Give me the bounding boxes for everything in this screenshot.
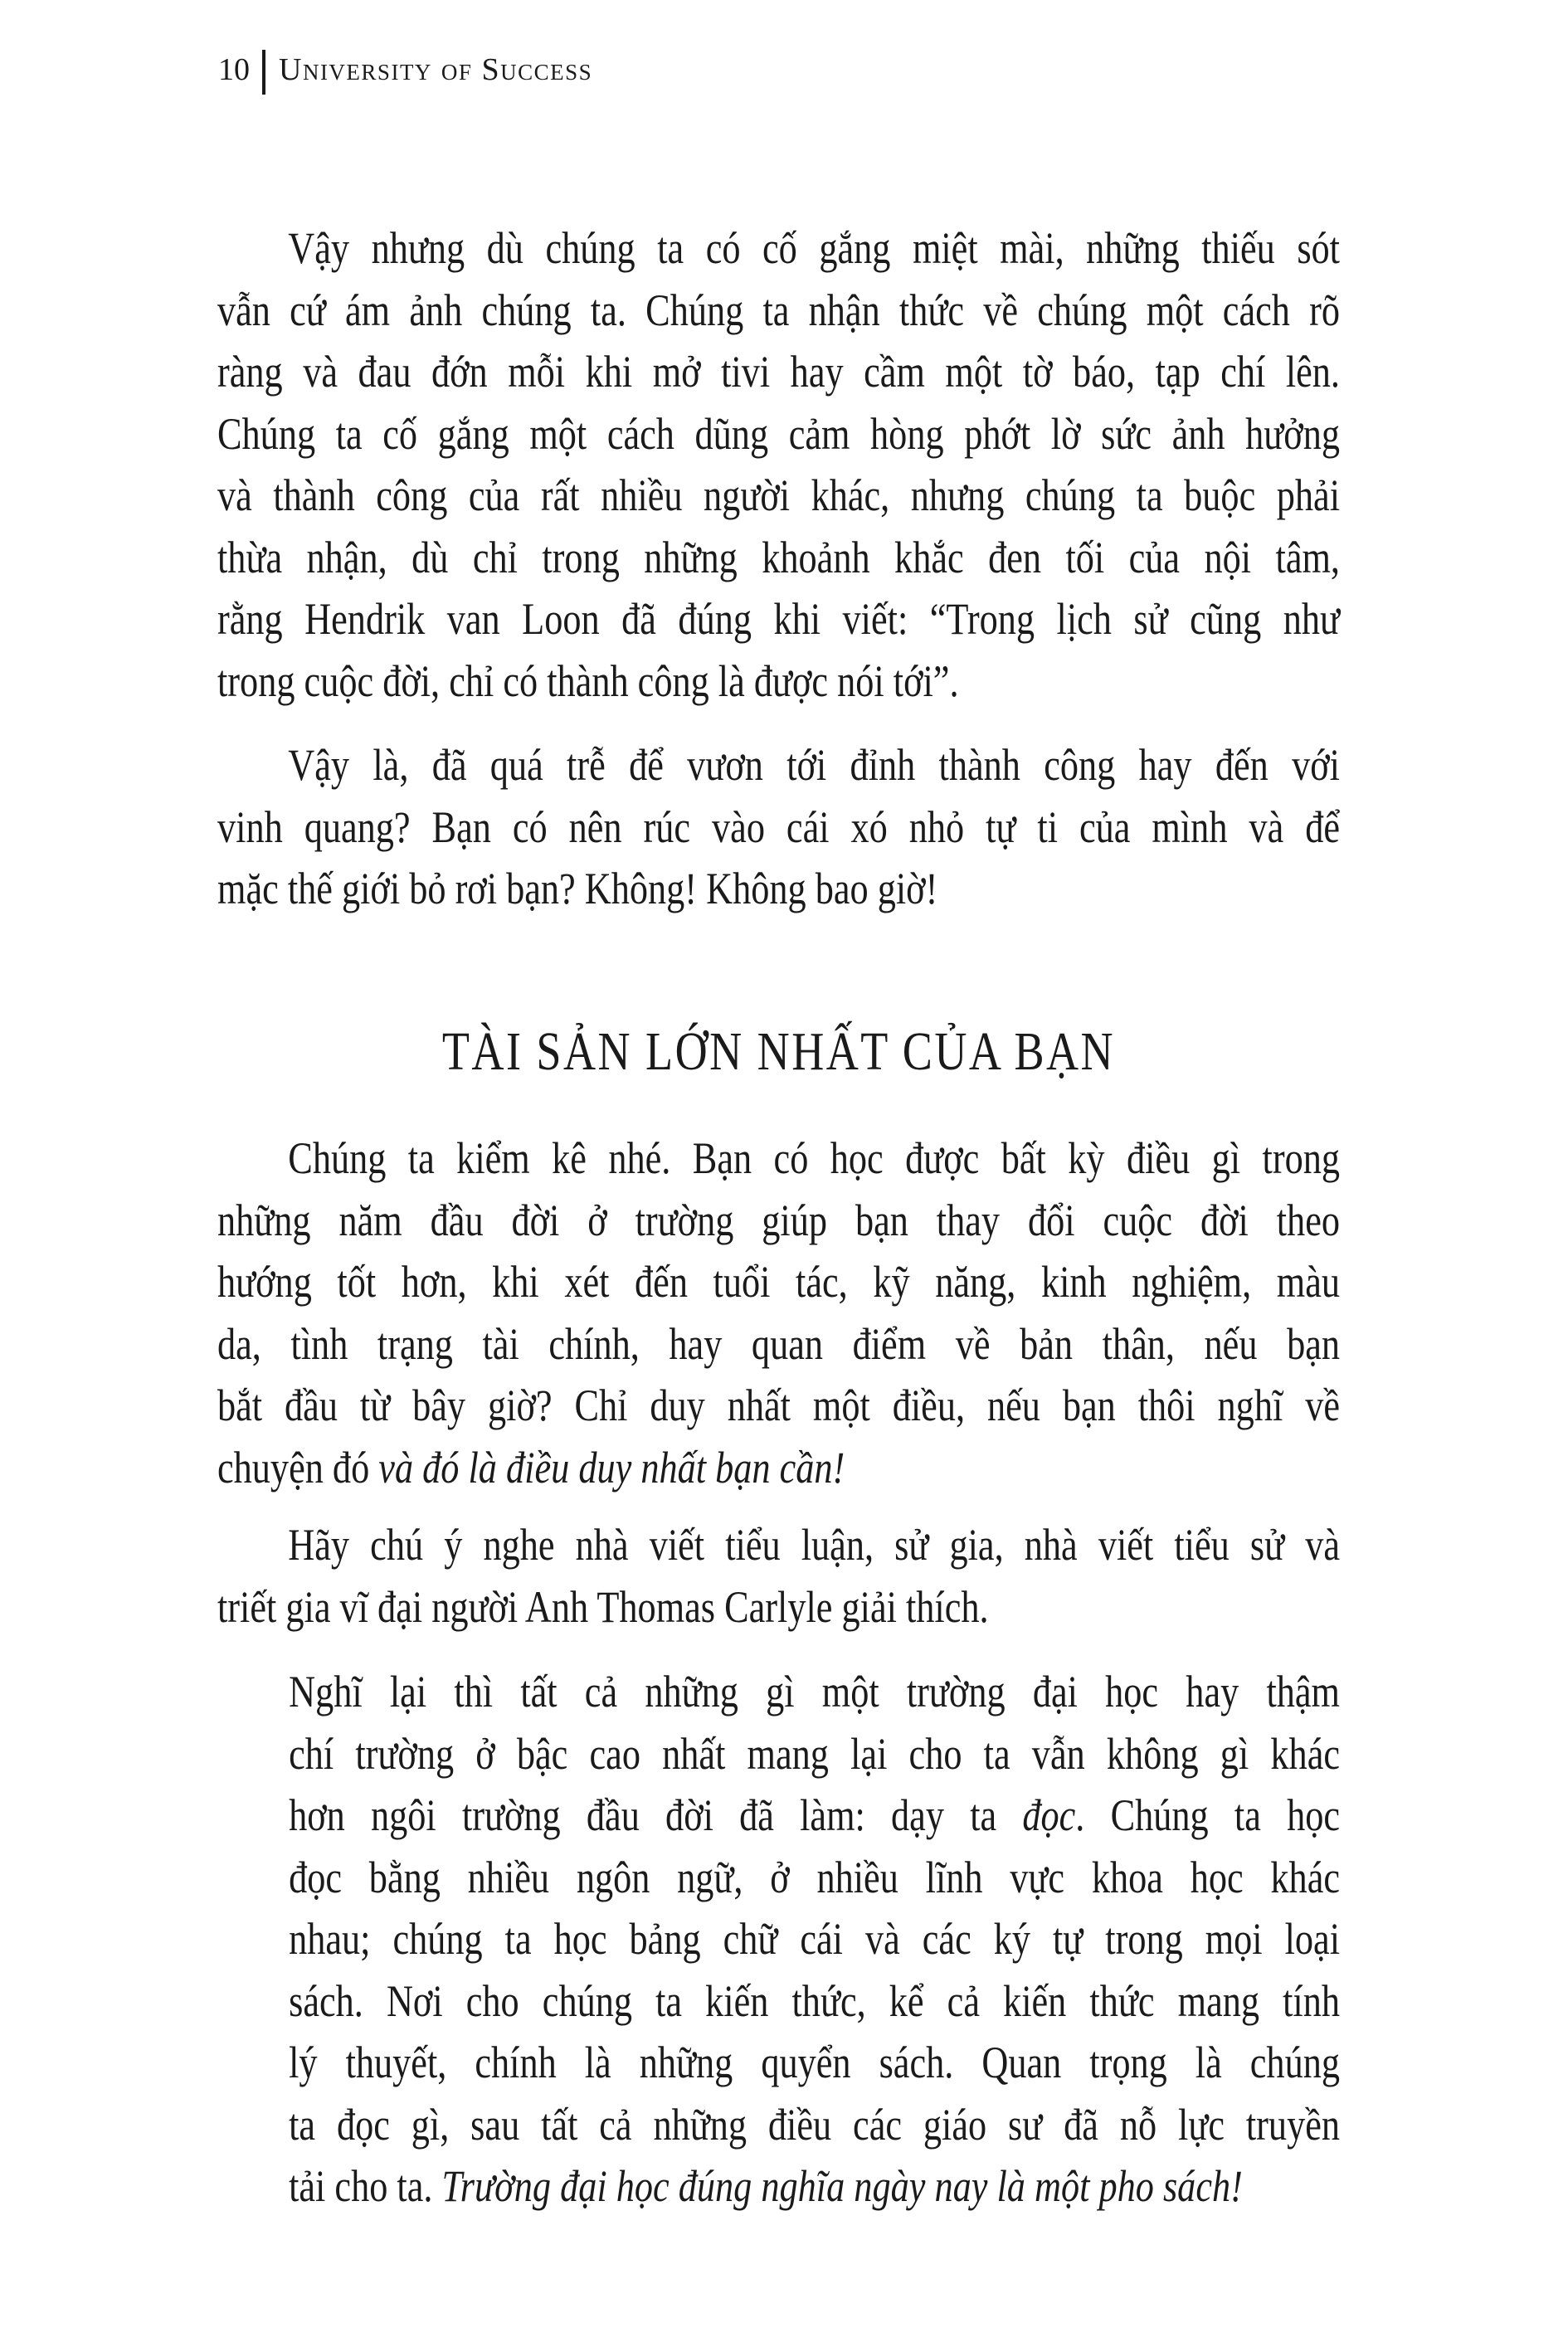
text-segment: và thành công của rất nhiều người khác, nhưng chúng ta buộc phải xyxy=(217,470,1340,520)
text-line xyxy=(289,1908,1340,1970)
text-line xyxy=(217,527,1340,589)
text-segment: mặc thế giới bỏ rơi bạn? Không! Không bao giờ! xyxy=(217,864,938,913)
emphasis-text: Trường đại học đúng nghĩa ngày nay là một pho sách! xyxy=(441,2161,1243,2211)
text-line xyxy=(289,2094,1340,2156)
text-segment: Chúng ta kiểm kê nhé. Bạn có học được bất kỳ điều gì trong xyxy=(288,1133,1340,1183)
text-segment: đọc bằng nhiều ngôn ngữ, ở nhiều lĩnh vực khoa học khác xyxy=(289,1852,1341,1902)
text-segment: rằng Hendrik van Loon đã đúng khi viết: “Trong lịch sử cũng như xyxy=(217,594,1340,644)
text-line xyxy=(217,1313,1340,1376)
text-line xyxy=(217,1190,1340,1252)
text-segment: . Chúng ta học xyxy=(1075,1790,1340,1840)
emphasis-text: và đó là điều duy nhất bạn cần! xyxy=(378,1442,845,1493)
text-line xyxy=(217,1251,1340,1313)
text-line xyxy=(217,1576,1340,1639)
paragraph xyxy=(217,217,1340,712)
text-line xyxy=(217,588,1340,650)
text-line xyxy=(217,1437,1340,1499)
text-segment: sách. Nơi cho chúng ta kiến thức, kể cả kiến thức mang tính xyxy=(289,1975,1341,2026)
text-segment: hơn ngôi trường đầu đời đã làm: dạy ta xyxy=(289,1790,1023,1840)
body-text xyxy=(217,0,1340,2352)
text-line xyxy=(289,2032,1340,2094)
text-segment: da, tình trạng tài chính, hay quan điểm về bản thân, nếu bạn xyxy=(217,1318,1340,1369)
text-line xyxy=(289,1970,1340,2033)
text-line xyxy=(289,1661,1340,1723)
text-segment: hướng tốt hơn, khi xét đến tuổi tác, kỹ năng, kinh nghiệm, màu xyxy=(217,1257,1340,1307)
paragraph xyxy=(217,1127,1340,1498)
section-heading: TÀI SẢN LỚN NHẤT CỦA BẠN xyxy=(441,1021,1116,1082)
text-segment: ta đọc gì, sau tất cả những điều các giáo sư đã nỗ lực truyền xyxy=(289,2099,1341,2150)
page-number: 10 xyxy=(218,52,250,87)
text-line xyxy=(217,217,1340,280)
text-segment: nhau; chúng ta học bảng chữ cái và các ký tự trong mọi loại xyxy=(289,1914,1341,1964)
text-segment: vinh quang? Bạn có nên rúc vào cái xó nhỏ tự ti của mình và để xyxy=(217,801,1340,852)
text-line xyxy=(217,1375,1340,1437)
text-line xyxy=(217,734,1340,796)
text-segment: triết gia vĩ đại người Anh Thomas Carlyle giải thích. xyxy=(217,1581,989,1632)
text-segment: vẫn cứ ám ảnh chúng ta. Chúng ta nhận thức về chúng một cách rõ xyxy=(217,285,1340,335)
text-segment: Vậy là, đã quá trễ để vươn tới đỉnh thành công hay đến với xyxy=(288,740,1340,790)
text-line xyxy=(217,280,1340,342)
text-segment: tải cho ta. xyxy=(289,2161,442,2211)
paragraph xyxy=(217,734,1340,920)
text-line xyxy=(217,341,1340,403)
paragraph xyxy=(217,1514,1340,1638)
text-segment: thừa nhận, dù chỉ trong những khoảnh khắc đen tối của nội tâm, xyxy=(217,532,1340,582)
text-segment: chí trường ở bậc cao nhất mang lại cho ta vẫn không gì khác xyxy=(289,1728,1341,1779)
emphasis-text: đọc xyxy=(1022,1790,1076,1840)
text-segment: Hãy chú ý nghe nhà viết tiểu luận, sử gia, nhà viết tiểu sử và xyxy=(288,1520,1340,1570)
text-line xyxy=(217,403,1340,465)
text-segment: bắt đầu từ bây giờ? Chỉ duy nhất một điều, nếu bạn thôi nghĩ về xyxy=(217,1381,1340,1430)
block-quote xyxy=(217,1661,1340,2218)
text-segment: chuyện đó xyxy=(217,1442,379,1493)
text-line xyxy=(289,1847,1340,1909)
text-line xyxy=(217,1514,1340,1576)
text-line xyxy=(217,796,1340,859)
text-segment: ràng và đau đớn mỗi khi mở tivi hay cầm một tờ báo, tạp chí lên. xyxy=(217,347,1340,397)
text-segment: Nghĩ lại thì tất cả những gì một trường đại học hay thậm xyxy=(289,1667,1341,1717)
text-line xyxy=(217,465,1340,527)
text-line xyxy=(289,1723,1340,1785)
text-line xyxy=(217,650,1340,713)
text-segment: những năm đầu đời ở trường giúp bạn thay đổi cuộc đời theo xyxy=(217,1195,1340,1245)
book-title: University of Success xyxy=(279,52,593,87)
text-line xyxy=(289,2155,1340,2218)
text-segment: Chúng ta cố gắng một cách dũng cảm hòng phớt lờ sức ảnh hưởng xyxy=(217,408,1340,459)
text-segment: trong cuộc đời, chỉ có thành công là được nói tới”. xyxy=(217,655,959,706)
text-line xyxy=(217,1127,1340,1190)
text-segment: Vậy nhưng dù chúng ta có cố gắng miệt mài, những thiếu sót xyxy=(288,223,1340,273)
text-line xyxy=(289,1785,1340,1847)
text-segment: lý thuyết, chính là những quyển sách. Quan trọng là chúng xyxy=(289,2038,1341,2087)
text-line xyxy=(217,858,1340,920)
